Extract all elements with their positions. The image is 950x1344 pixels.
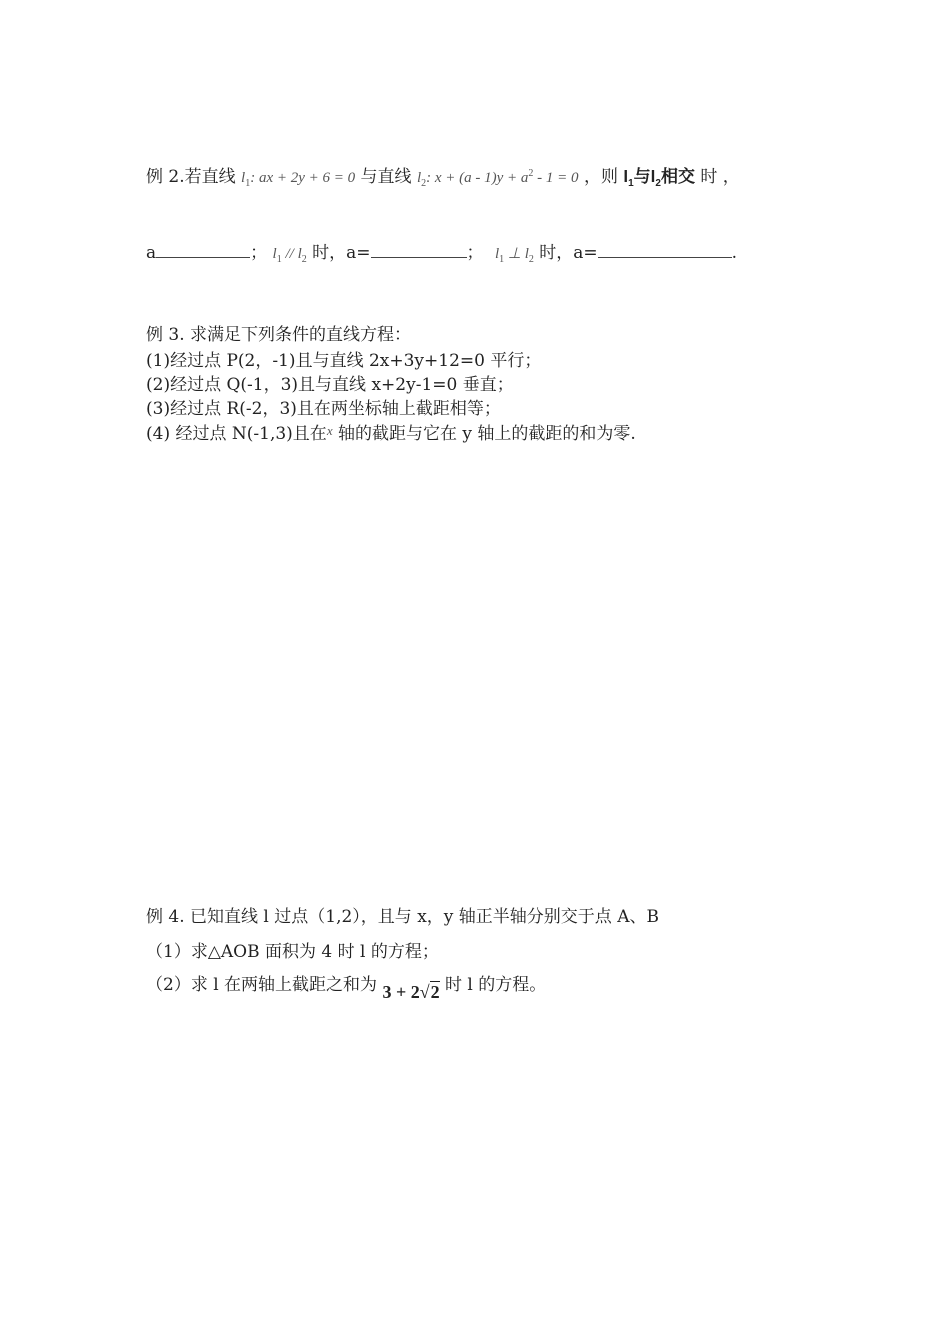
blank-perpendicular[interactable] <box>598 241 732 258</box>
example-3-title: 例 3. 求满足下列条件的直线方程： <box>146 325 412 345</box>
a-label: a <box>146 243 157 263</box>
ex2-time-parallel: 时，a= <box>312 243 371 263</box>
example-2-line-1 <box>146 162 740 189</box>
parallel-condition: $l_1 // l_2$ <box>272 246 307 265</box>
example-2-line-2: a ； $l_1 // l_2$ 时，a= ； $l_1$ ⊥ $l_2$ 时，a= . <box>146 243 738 265</box>
example-4-title: 例 4. 已知直线 l 过点（1,2），且与 x，y 轴正半轴分别交于点 A、B <box>146 907 659 927</box>
l1-equation: $l_1$: ax + 2y + 6 = 0 <box>241 170 356 189</box>
blank-intersect[interactable] <box>156 241 250 258</box>
example-4-question-1: （1）求△AOB 面积为 4 时 l 的方程； <box>146 942 439 962</box>
example-3-item-4: (4) 经过点 N(-1,3)且在$^x$ 轴的截距与它在 y 轴上的截距的和为零. <box>146 423 636 444</box>
l2-equation: $l_2$: $x + (a - 1)y + a^2 - 1 = 0$ <box>416 168 579 189</box>
blank-parallel[interactable] <box>371 241 467 258</box>
ex2-title: 例 2.若直线 <box>146 167 236 187</box>
ex2-then: ，则 <box>583 167 618 187</box>
ex2-time-1: 时 ， <box>700 167 740 187</box>
example-4-question-2: （2）求 l 在两轴上截距之和为 3 + 2√2 时 l 的方程。 <box>146 975 547 1002</box>
ex2-connector: 与直线 <box>360 167 412 187</box>
ex2-time-perp: 时，a= <box>539 243 598 263</box>
example-3-item-2: (2)经过点 Q(-1，3)且与直线 x+2y-1=0 垂直； <box>146 375 514 395</box>
l1-l2-intersect: $l_1$与$l_2$相交 <box>623 167 695 189</box>
example-3-item-3: (3)经过点 R(-2，3)且在两坐标轴上截距相等； <box>146 399 501 419</box>
perpendicular-condition: $l_1$ ⊥ $l_2$ <box>494 246 534 265</box>
example-3-item-1: (1)经过点 P(2，-1)且与直线 2x+3y+12=0 平行； <box>146 351 542 371</box>
sum-expression: 3 + 2√2 <box>382 982 440 1002</box>
